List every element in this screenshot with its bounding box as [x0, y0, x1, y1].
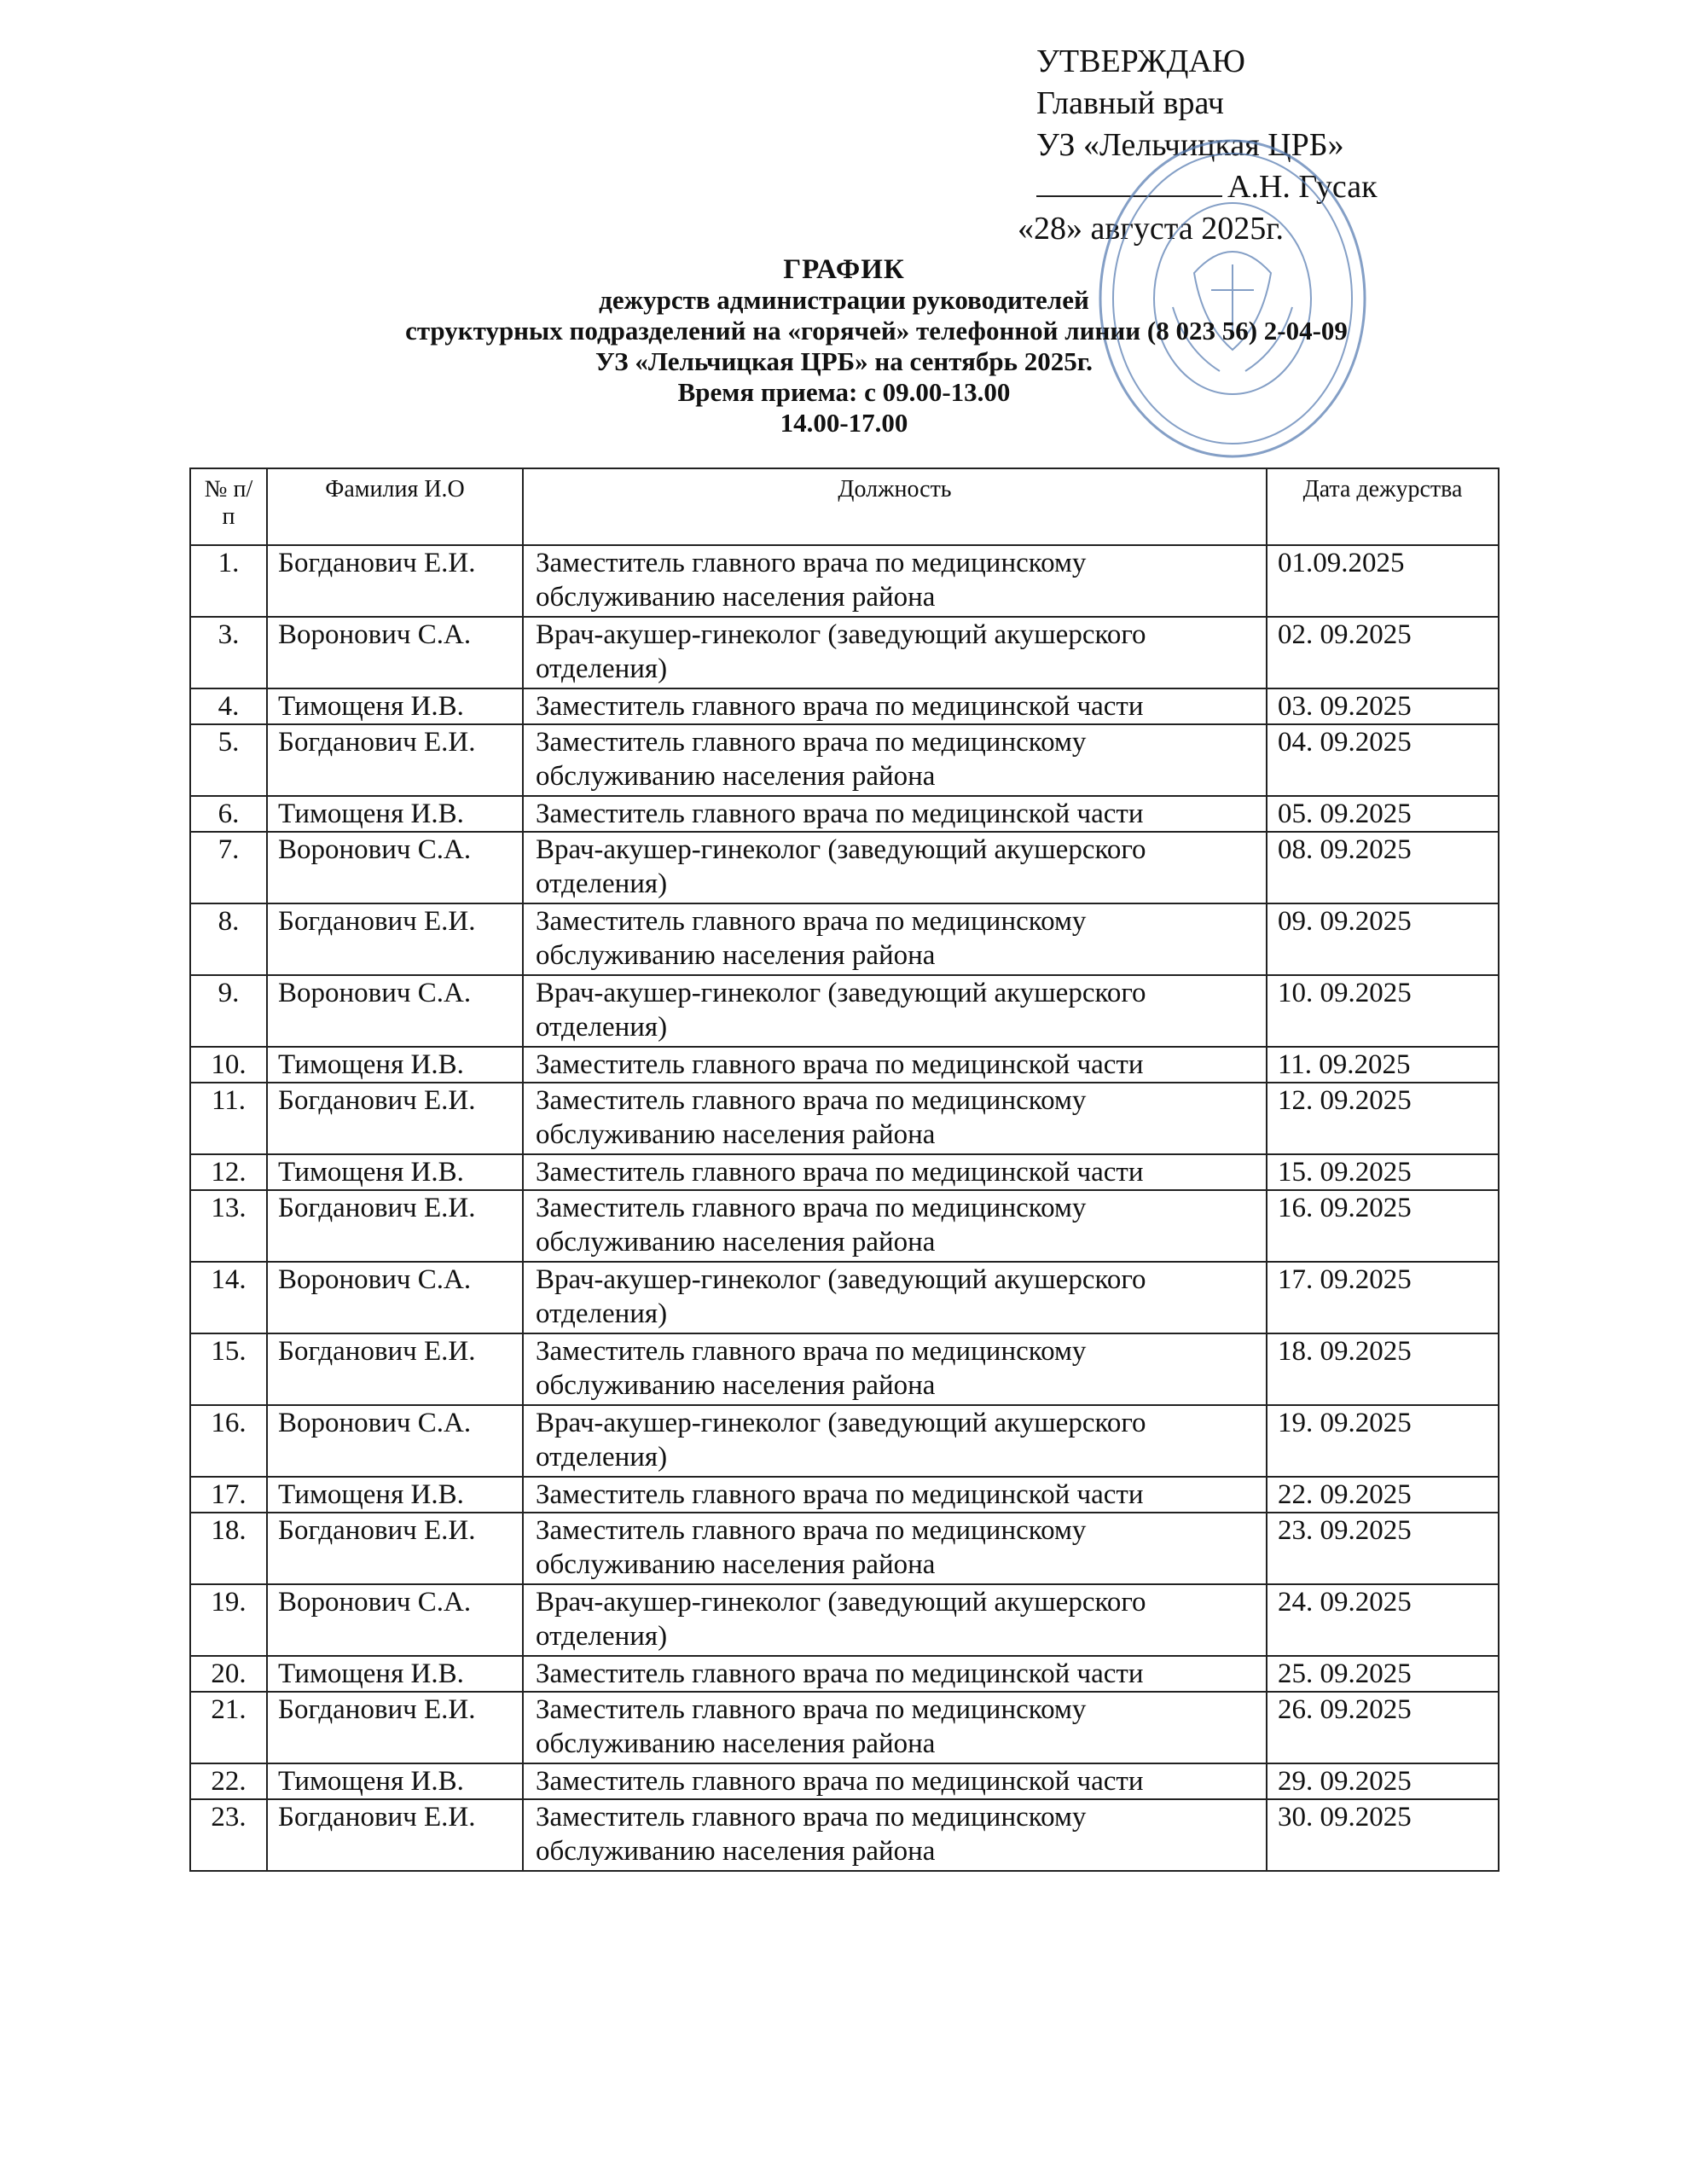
row-name: Тимощеня И.В.	[267, 1477, 523, 1513]
row-position: Заместитель главного врача по медицинскому обслуживанию населения района	[523, 1083, 1267, 1154]
row-position: Заместитель главного врача по медицинской части	[523, 1763, 1267, 1799]
row-position: Заместитель главного врача по медицинскому обслуживанию населения района	[523, 1692, 1267, 1763]
row-position: Заместитель главного врача по медицинскому обслуживанию населения района	[523, 1799, 1267, 1871]
row-position: Врач-акушер-гинеколог (заведующий акушерского отделения)	[523, 832, 1267, 903]
signature-line	[1036, 166, 1480, 208]
row-number: 19.	[190, 1584, 267, 1656]
row-position: Заместитель главного врача по медицинской части	[523, 1047, 1267, 1083]
row-date: 16. 09.2025	[1267, 1190, 1499, 1262]
row-date: 29. 09.2025	[1267, 1763, 1499, 1799]
table-row	[190, 688, 1499, 724]
table-row	[190, 1656, 1499, 1692]
approval-heading: УТВЕРЖДАЮ	[1036, 44, 1245, 79]
table-body	[190, 545, 1499, 1871]
row-name: Богданович Е.И.	[267, 545, 523, 617]
approver-title: Главный врач	[1036, 85, 1224, 121]
row-name: Богданович Е.И.	[267, 1799, 523, 1871]
row-number: 5.	[190, 724, 267, 796]
row-date: 25. 09.2025	[1267, 1656, 1499, 1692]
row-name: Тимощеня И.В.	[267, 1656, 523, 1692]
row-date: 30. 09.2025	[1267, 1799, 1499, 1871]
header-date: Дата дежурства	[1267, 468, 1499, 545]
row-date: 15. 09.2025	[1267, 1154, 1499, 1190]
header-position: Должность	[523, 468, 1267, 545]
row-position: Заместитель главного врача по медицинскому обслуживанию населения района	[523, 545, 1267, 617]
row-position: Врач-акушер-гинеколог (заведующий акушерского отделения)	[523, 617, 1267, 688]
row-position: Заместитель главного врача по медицинскому обслуживанию населения района	[523, 903, 1267, 975]
reception-hours-afternoon: 14.00-17.00	[780, 408, 908, 438]
table-row	[190, 1262, 1499, 1333]
row-number: 16.	[190, 1405, 267, 1477]
row-name: Воронович С.А.	[267, 975, 523, 1047]
row-number: 9.	[190, 975, 267, 1047]
row-number: 3.	[190, 617, 267, 688]
approval-block	[1018, 41, 1480, 250]
table-row	[190, 1763, 1499, 1799]
row-date: 22. 09.2025	[1267, 1477, 1499, 1513]
table-row	[190, 1047, 1499, 1083]
signature-blank	[1036, 195, 1222, 197]
header-number: № п/п	[190, 468, 267, 545]
row-date: 08. 09.2025	[1267, 832, 1499, 903]
row-date: 05. 09.2025	[1267, 796, 1499, 832]
row-date: 01.09.2025	[1267, 545, 1499, 617]
row-name: Богданович Е.И.	[267, 1083, 523, 1154]
row-position: Заместитель главного врача по медицинской части	[523, 1656, 1267, 1692]
table-row	[190, 1477, 1499, 1513]
table-row	[190, 545, 1499, 617]
row-position: Врач-акушер-гинеколог (заведующий акушерского отделения)	[523, 1262, 1267, 1333]
row-date: 12. 09.2025	[1267, 1083, 1499, 1154]
row-number: 7.	[190, 832, 267, 903]
row-date: 18. 09.2025	[1267, 1333, 1499, 1405]
row-date: 24. 09.2025	[1267, 1584, 1499, 1656]
row-number: 8.	[190, 903, 267, 975]
row-date: 04. 09.2025	[1267, 724, 1499, 796]
row-number: 6.	[190, 796, 267, 832]
row-position: Заместитель главного врача по медицинскому обслуживанию населения района	[523, 1333, 1267, 1405]
table-row	[190, 1692, 1499, 1763]
row-number: 23.	[190, 1799, 267, 1871]
row-name: Богданович Е.И.	[267, 903, 523, 975]
table-row	[190, 724, 1499, 796]
row-position: Заместитель главного врача по медицинской части	[523, 688, 1267, 724]
row-name: Богданович Е.И.	[267, 724, 523, 796]
table-row	[190, 1513, 1499, 1584]
row-name: Богданович Е.И.	[267, 1692, 523, 1763]
table-row	[190, 832, 1499, 903]
row-number: 12.	[190, 1154, 267, 1190]
row-number: 13.	[190, 1190, 267, 1262]
row-name: Богданович Е.И.	[267, 1190, 523, 1262]
row-date: 10. 09.2025	[1267, 975, 1499, 1047]
document-title	[171, 254, 1517, 439]
table-row	[190, 1083, 1499, 1154]
row-name: Тимощеня И.В.	[267, 688, 523, 724]
row-position: Заместитель главного врача по медицинской части	[523, 1477, 1267, 1513]
row-number: 21.	[190, 1692, 267, 1763]
row-name: Тимощеня И.В.	[267, 1763, 523, 1799]
row-name: Воронович С.А.	[267, 832, 523, 903]
row-number: 17.	[190, 1477, 267, 1513]
title-subtitle: дежурств администрации руководителей	[599, 285, 1089, 315]
row-position: Врач-акушер-гинеколог (заведующий акушерского отделения)	[523, 1405, 1267, 1477]
row-date: 19. 09.2025	[1267, 1405, 1499, 1477]
row-position: Заместитель главного врача по медицинскому обслуживанию населения района	[523, 1513, 1267, 1584]
row-name: Богданович Е.И.	[267, 1333, 523, 1405]
row-position: Заместитель главного врача по медицинскому обслуживанию населения района	[523, 1190, 1267, 1262]
row-name: Богданович Е.И.	[267, 1513, 523, 1584]
table-row	[190, 617, 1499, 688]
row-date: 11. 09.2025	[1267, 1047, 1499, 1083]
table-row	[190, 1405, 1499, 1477]
row-number: 15.	[190, 1333, 267, 1405]
table-row	[190, 1190, 1499, 1262]
row-number: 1.	[190, 545, 267, 617]
row-date: 03. 09.2025	[1267, 688, 1499, 724]
row-number: 4.	[190, 688, 267, 724]
header-name: Фамилия И.О	[267, 468, 523, 545]
row-number: 11.	[190, 1083, 267, 1154]
row-date: 02. 09.2025	[1267, 617, 1499, 688]
table-row	[190, 975, 1499, 1047]
duty-schedule-table	[189, 468, 1499, 1872]
row-date: 23. 09.2025	[1267, 1513, 1499, 1584]
row-number: 22.	[190, 1763, 267, 1799]
row-position: Заместитель главного врача по медицинскому обслуживанию населения района	[523, 724, 1267, 796]
title-heading: ГРАФИК	[783, 254, 905, 285]
title-hotline: структурных подразделений на «горячей» телефонной линии (8 023 56) 2-04-09	[405, 316, 1348, 346]
approval-date: «28» августа 2025г.	[1018, 211, 1284, 247]
row-number: 20.	[190, 1656, 267, 1692]
row-name: Воронович С.А.	[267, 1262, 523, 1333]
title-organization-month: УЗ «Лельчицкая ЦРБ» на сентябрь 2025г.	[595, 346, 1093, 376]
table-row	[190, 796, 1499, 832]
row-number: 18.	[190, 1513, 267, 1584]
table-row	[190, 903, 1499, 975]
table-row	[190, 1584, 1499, 1656]
row-date: 26. 09.2025	[1267, 1692, 1499, 1763]
row-position: Заместитель главного врача по медицинской части	[523, 796, 1267, 832]
table-row	[190, 1154, 1499, 1190]
row-name: Воронович С.А.	[267, 1584, 523, 1656]
row-number: 14.	[190, 1262, 267, 1333]
reception-hours-morning: Время приема: с 09.00-13.00	[677, 377, 1011, 407]
table-row	[190, 1333, 1499, 1405]
row-number: 10.	[190, 1047, 267, 1083]
row-name: Тимощеня И.В.	[267, 1154, 523, 1190]
row-date: 09. 09.2025	[1267, 903, 1499, 975]
table-row	[190, 1799, 1499, 1871]
approver-organization: УЗ «Лельчицкая ЦРБ»	[1036, 127, 1344, 163]
row-position: Врач-акушер-гинеколог (заведующий акушерского отделения)	[523, 1584, 1267, 1656]
row-name: Воронович С.А.	[267, 617, 523, 688]
row-position: Врач-акушер-гинеколог (заведующий акушерского отделения)	[523, 975, 1267, 1047]
signer-name: А.Н. Гусак	[1227, 169, 1378, 205]
row-date: 17. 09.2025	[1267, 1262, 1499, 1333]
table-header-row	[190, 468, 1499, 545]
row-name: Тимощеня И.В.	[267, 1047, 523, 1083]
row-name: Воронович С.А.	[267, 1405, 523, 1477]
row-position: Заместитель главного врача по медицинской части	[523, 1154, 1267, 1190]
row-name: Тимощеня И.В.	[267, 796, 523, 832]
